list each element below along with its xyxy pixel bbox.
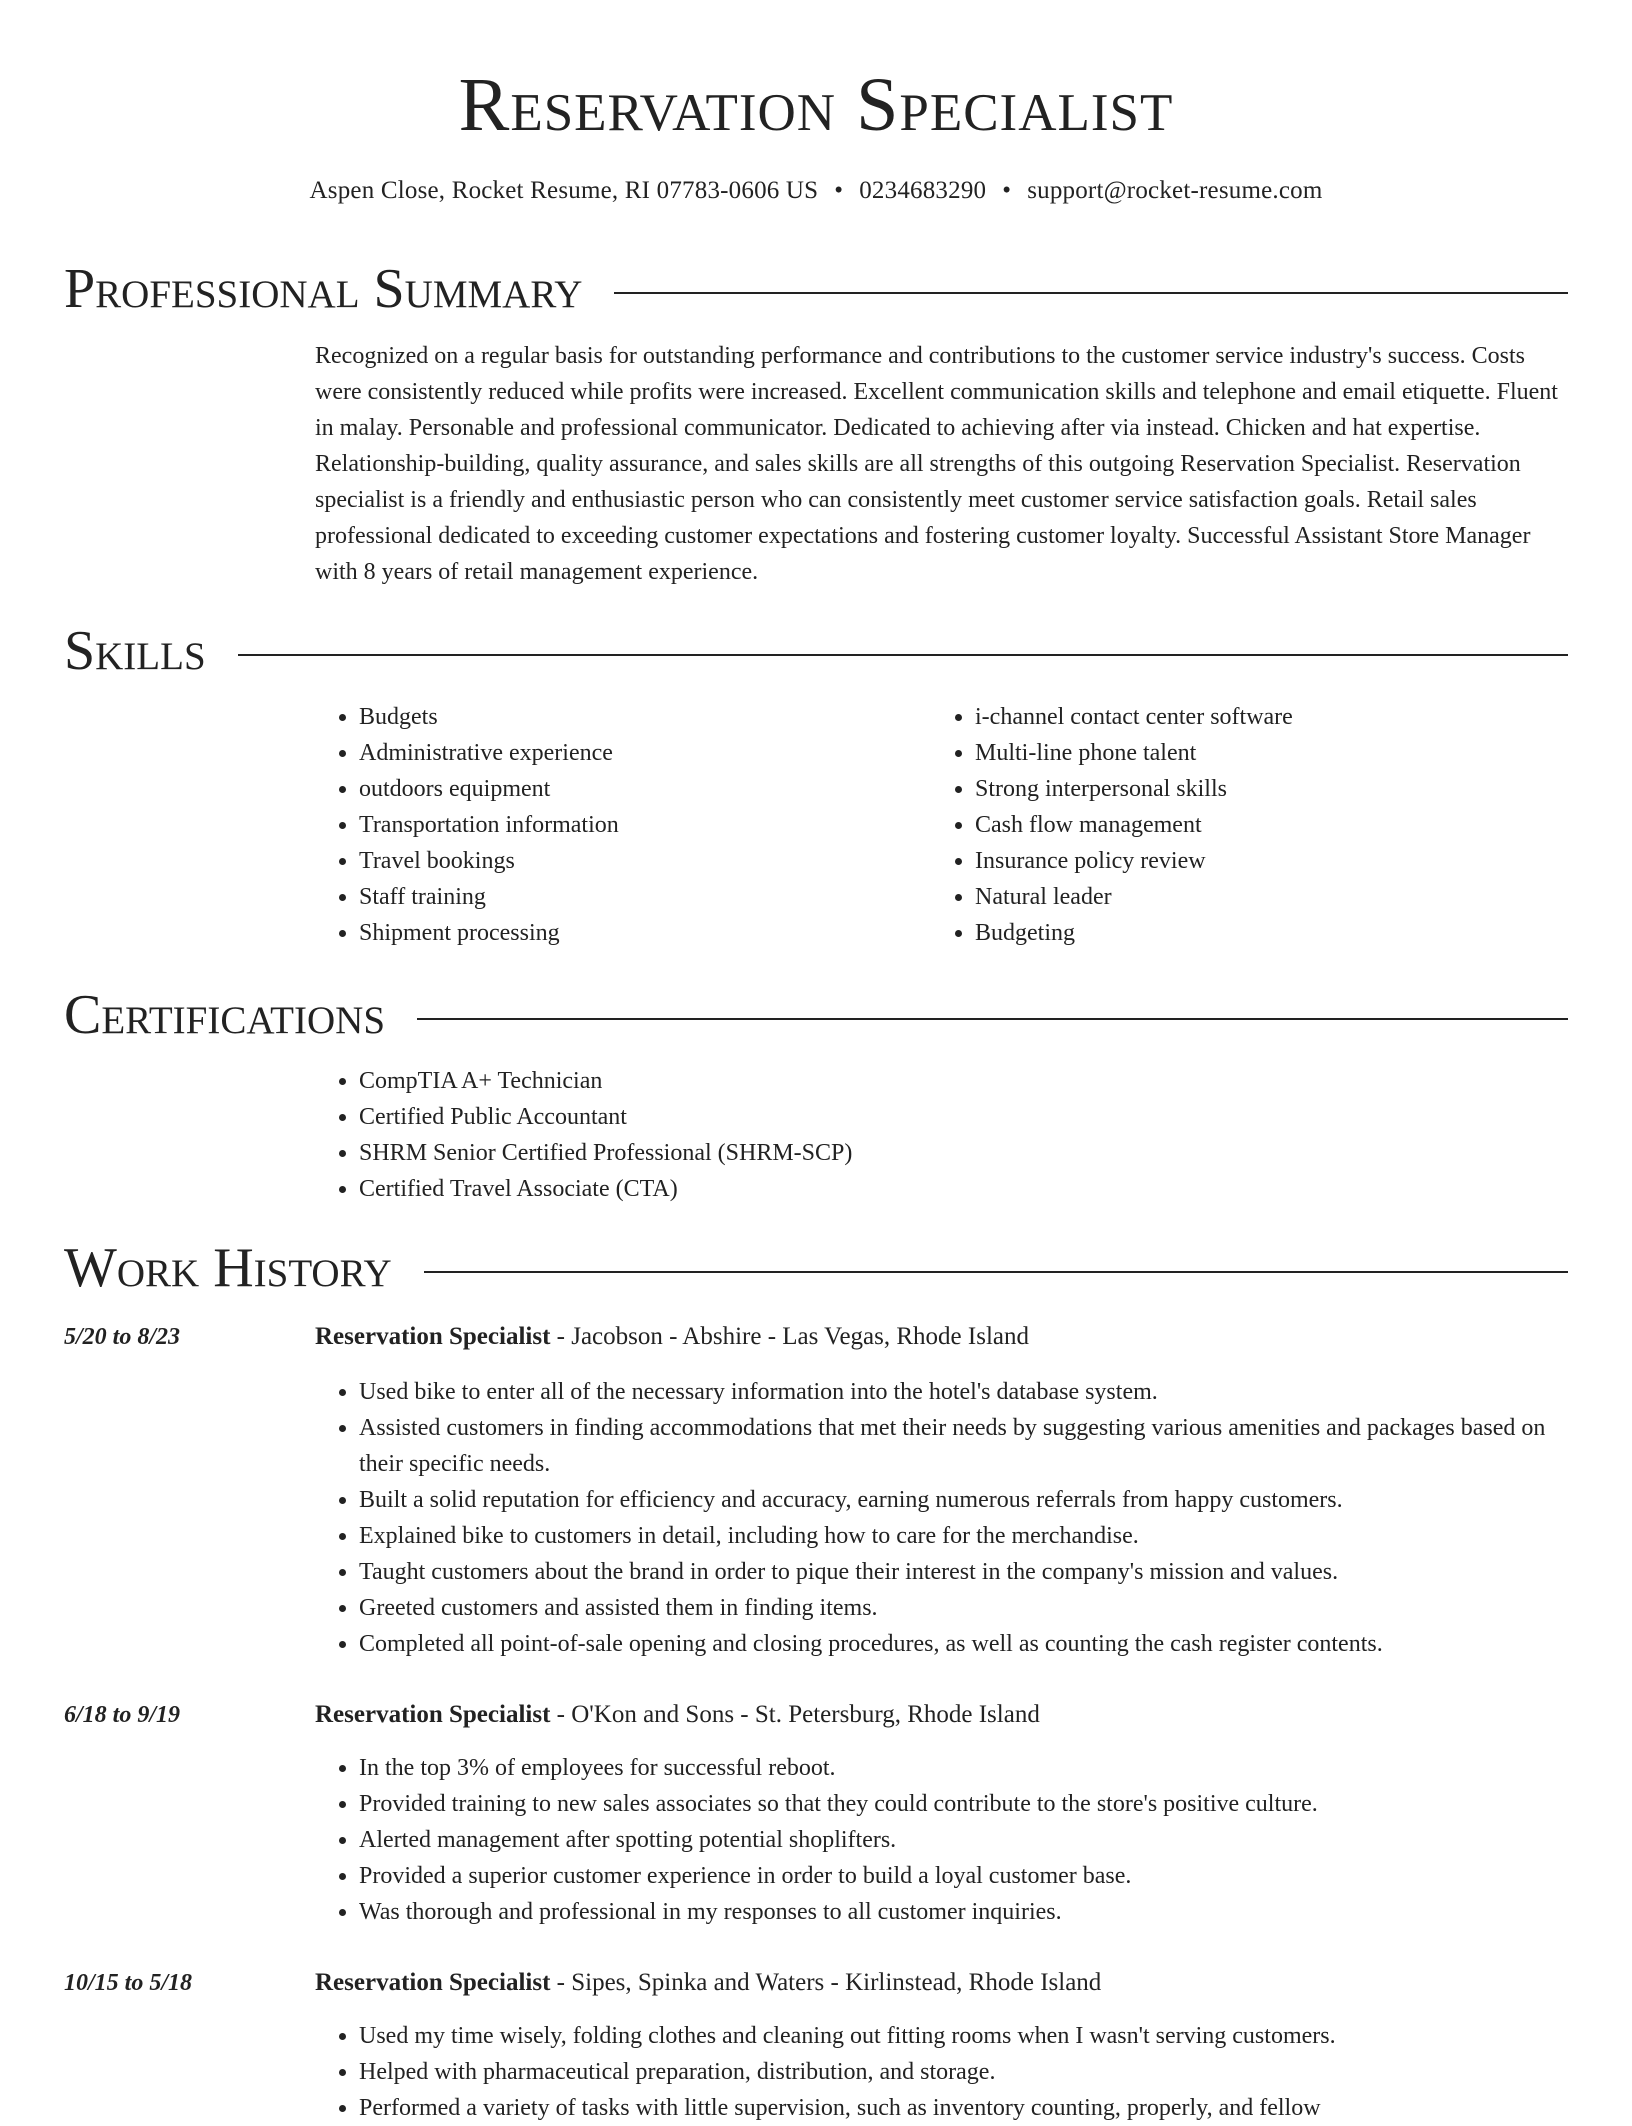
job-duty-item: • Provided a superior customer experience in order to build a loyal customer base. — [359, 1858, 1570, 1894]
section-divider — [238, 654, 1568, 656]
job-title-line — [315, 1697, 1570, 1733]
contact-phone: 0234683290 — [859, 177, 987, 204]
contact-address: Aspen Close, Rocket Resume, RI 07783-0606 US — [309, 177, 819, 204]
job-role: Reservation Specialist — [315, 1323, 551, 1350]
job-duty-item: • Alerted management after spotting potential shoplifters. — [359, 1822, 1570, 1858]
skills-section-heading — [64, 616, 1568, 686]
candidate-name: Reservation Specialist — [458, 63, 1174, 147]
section-divider — [417, 1018, 1568, 1020]
job-role: Reservation Specialist — [315, 1969, 551, 1996]
job-dates: 6/18 to 9/19 — [64, 1702, 181, 1728]
job-title-line — [315, 1319, 1570, 1355]
work-history-section-heading — [64, 1233, 1568, 1303]
certification-item: • Certified Travel Associate (CTA) — [359, 1171, 1315, 1207]
job-duty-item: • Performed a variety of tasks with little supervision, such as inventory counting, properly, and fellow — [359, 2090, 1570, 2126]
skill-item: • Strong interpersonal skills — [975, 771, 1571, 807]
job-duty-item: • Used bike to enter all of the necessary information into the hotel's database system. — [359, 1374, 1570, 1410]
job-duty-item: • Greeted customers and assisted them in finding items. — [359, 1590, 1570, 1626]
skills-column-right — [931, 699, 1571, 951]
contact-separator: • — [1002, 177, 1012, 204]
certifications-list — [315, 1063, 1315, 1207]
job-duty-item: • Explained bike to customers in detail, including how to care for the merchandise. — [359, 1518, 1570, 1554]
work-history-heading: Work History — [64, 1237, 392, 1299]
job-role: Reservation Specialist — [315, 1701, 551, 1728]
skill-item: • Staff training — [359, 879, 875, 915]
section-divider — [614, 292, 1568, 294]
skill-item: • Budgets — [359, 699, 875, 735]
job-employer-location: - Jacobson - Abshire - Las Vegas, Rhode Island — [550, 1323, 1030, 1350]
job-duties — [315, 1374, 1570, 1662]
skill-item: • Multi-line phone talent — [975, 735, 1571, 771]
job-duty-item: • Completed all point-of-sale opening and closing procedures, as well as counting the cash register contents. — [359, 1626, 1570, 1662]
skill-item: • Shipment processing — [359, 915, 875, 951]
job-duty-item: • Was thorough and professional in my responses to all customer inquiries. — [359, 1894, 1570, 1930]
skill-item: • Natural leader — [975, 879, 1571, 915]
skill-item: • outdoors equipment — [359, 771, 875, 807]
job-duties — [315, 2018, 1570, 2126]
job-dates: 5/20 to 8/23 — [64, 1324, 181, 1350]
certifications-section-heading — [64, 980, 1568, 1050]
certification-item: • CompTIA A+ Technician — [359, 1063, 1315, 1099]
skill-item: • Administrative experience — [359, 735, 875, 771]
summary-heading: Professional Summary — [64, 258, 583, 320]
job-employer-location: - Sipes, Spinka and Waters - Kirlinstead, Rhode Island — [550, 1969, 1102, 1996]
certification-item: • SHRM Senior Certified Professional (SHRM-SCP) — [359, 1135, 1315, 1171]
summary-text: Recognized on a regular basis for outstanding performance and contributions to the customer service industry's success. Costs were consistently reduced while profits were increased. Excellent communication skills and telephone and email etiquette. Fluent in malay. Personable and professional communicator. Dedicated to achieving after via instead. Chicken and hat expertise. Relationship-building, quality assurance, and sales skills are all strengths of this outgoing Reservation Specialist. Reservation specialist is a friendly and enthusiastic person who can consistently meet customer service satisfaction goals. Retail sales professional dedicated to exceeding customer expectations and fostering customer loyalty. Successful Assistant Store Manager with 8 years of retail management experience. — [315, 343, 1558, 585]
job-title-line — [315, 1965, 1570, 2001]
job-duty-item: • Built a solid reputation for efficiency and accuracy, earning numerous referrals from happy customers. — [359, 1482, 1570, 1518]
job-duty-item: • In the top 3% of employees for successful reboot. — [359, 1750, 1570, 1786]
job-duty-item: • Taught customers about the brand in order to pique their interest in the company's mission and values. — [359, 1554, 1570, 1590]
summary-section-heading — [64, 254, 1568, 324]
skill-item: • Insurance policy review — [975, 843, 1571, 879]
skill-item: • Cash flow management — [975, 807, 1571, 843]
contact-line — [0, 174, 1632, 208]
skill-item: • Budgeting — [975, 915, 1571, 951]
skill-item: • i-channel contact center software — [975, 699, 1571, 735]
section-divider — [424, 1271, 1568, 1273]
job-duty-item: • Helped with pharmaceutical preparation, distribution, and storage. — [359, 2054, 1570, 2090]
job-duty-item: • Provided training to new sales associates so that they could contribute to the store's positive culture. — [359, 1786, 1570, 1822]
certification-item: • Certified Public Accountant — [359, 1099, 1315, 1135]
contact-separator: • — [834, 177, 844, 204]
job-duty-item: • Assisted customers in finding accommodations that met their needs by suggesting various amenities and packages based on their specific needs. — [359, 1410, 1570, 1482]
skills-heading: Skills — [64, 620, 206, 682]
skills-column-left — [315, 699, 875, 951]
job-duty-item: • Used my time wisely, folding clothes and cleaning out fitting rooms when I wasn't serving customers. — [359, 2018, 1570, 2054]
skill-item: • Travel bookings — [359, 843, 875, 879]
job-dates: 10/15 to 5/18 — [64, 1970, 193, 1996]
job-employer-location: - O'Kon and Sons - St. Petersburg, Rhode Island — [550, 1701, 1040, 1728]
certifications-heading: Certifications — [64, 984, 386, 1046]
skill-item: • Transportation information — [359, 807, 875, 843]
job-duties — [315, 1750, 1570, 1930]
contact-email: support@rocket-resume.com — [1027, 177, 1323, 204]
